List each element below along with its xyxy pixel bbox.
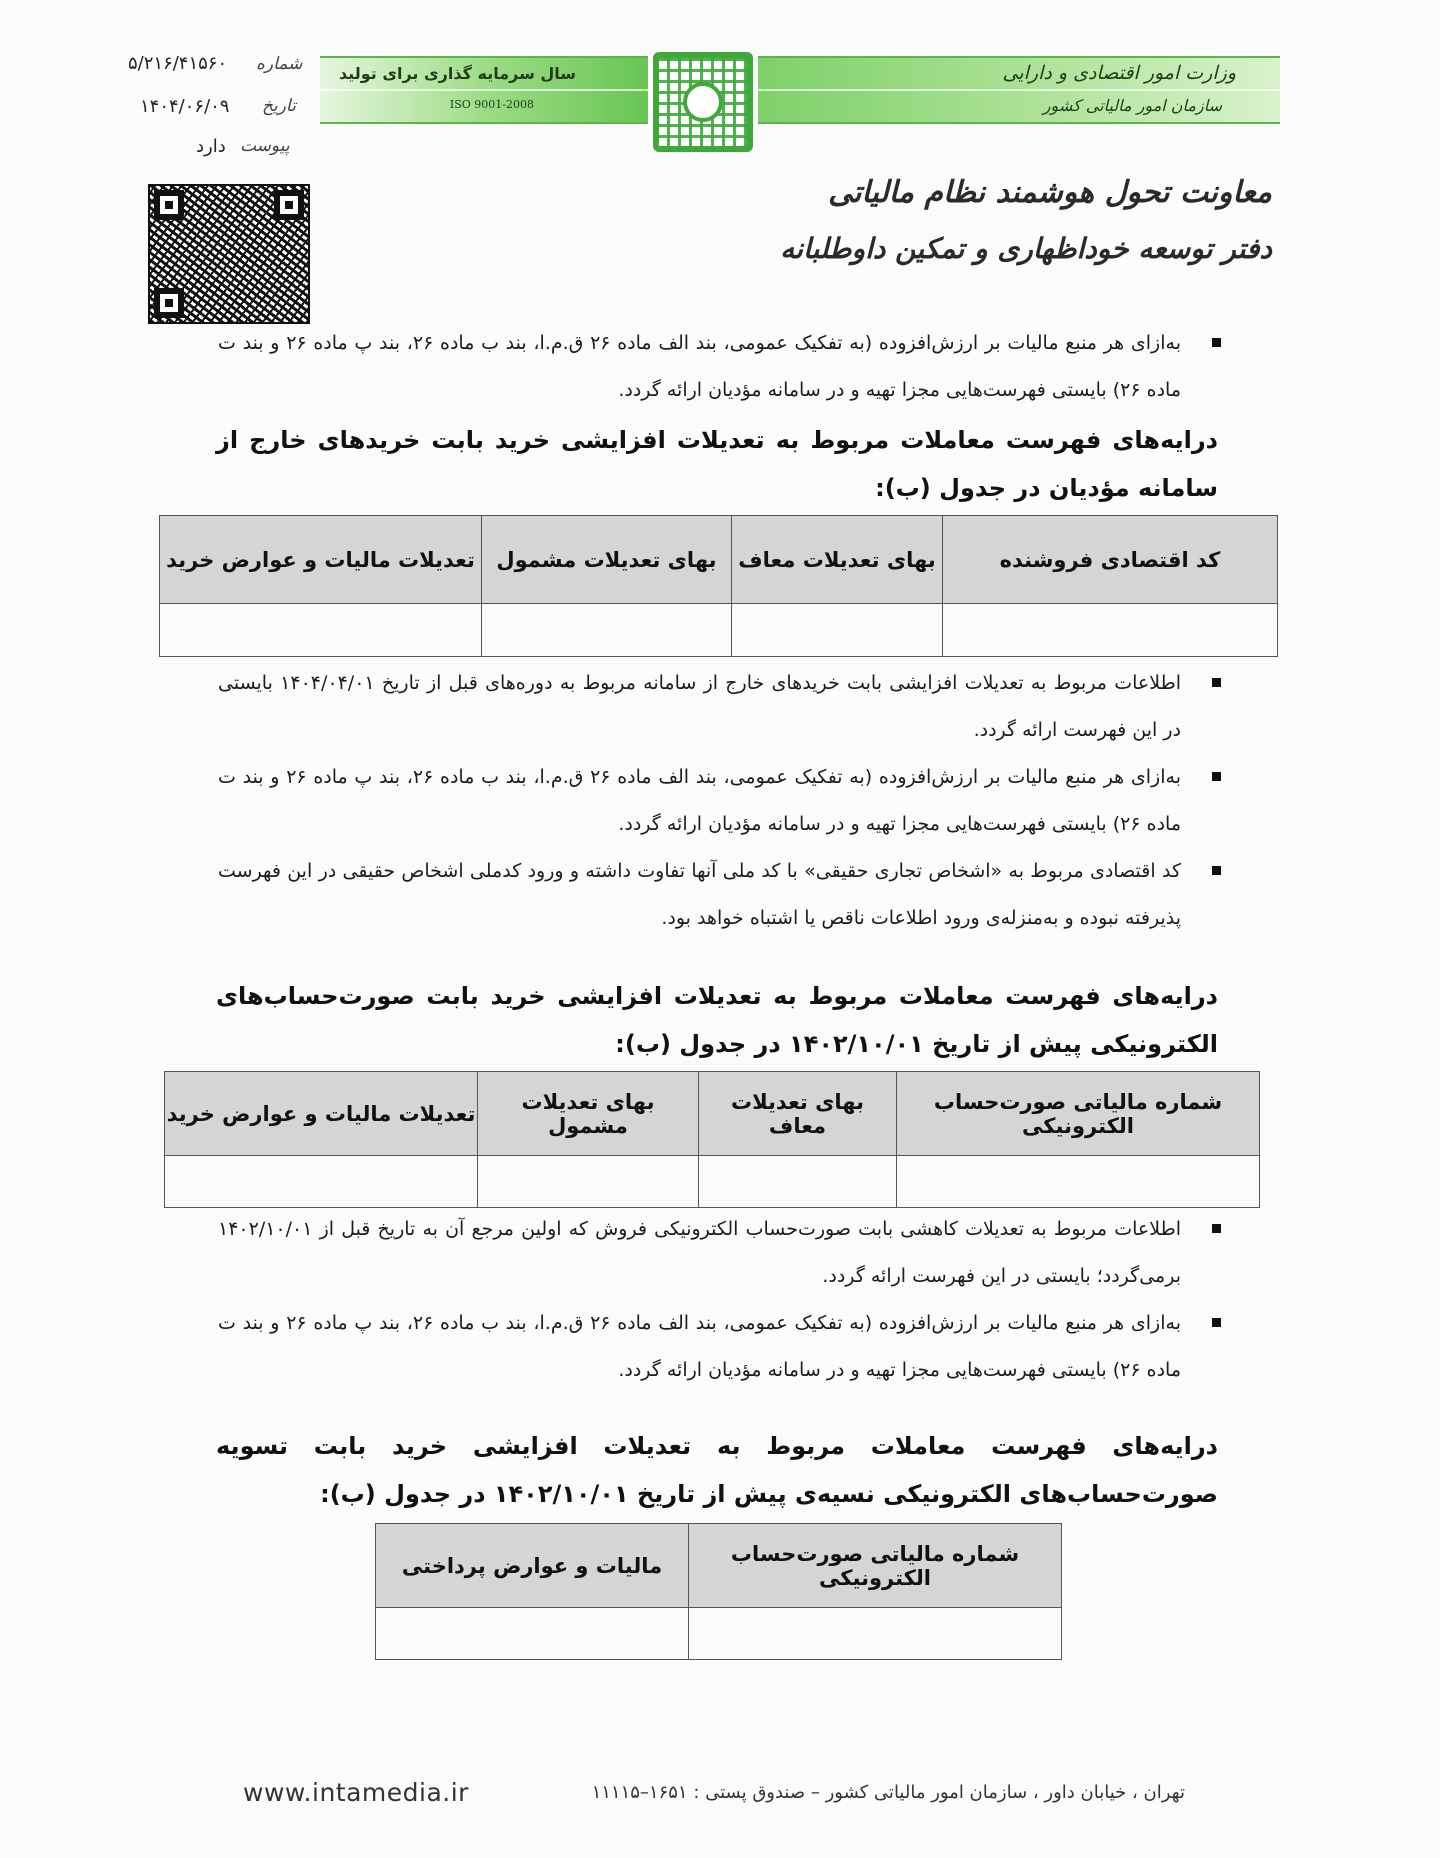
letter-number: ۵/۲۱۶/۴۱۵۶۰ [128,53,228,74]
iso-label: ISO 9001-2008 [449,98,534,111]
vat-source-note: به‌ازای هر منبع مالیات بر ارزش‌افزوده (به تفکیک عمومی، بند الف ماده ۲۶ ق.م.ا، بند ب ماده ۲۶، بند پ ماده ۲۶ و بند ت ماده ۲۶) بایستی فهرست‌هایی مجزا تهیه و در سامانه مؤدیان ارائه گردد. [218,754,1181,848]
date-label: تاریخ [262,96,296,116]
logo-center [683,82,723,122]
letter-date: ۱۴۰۴/۰۶/۰۹ [140,96,230,117]
table-cell[interactable] [943,604,1278,657]
year-slogan: سال سرمایه گذاری برای تولید [338,64,576,83]
table-cell[interactable] [478,1156,699,1208]
column-exempt-adjustments: بهای تعدیلات معاف [732,516,943,604]
table-cell[interactable] [165,1156,478,1208]
organization-name: سازمان امور مالیاتی کشور [1042,96,1222,115]
band-divider [320,89,648,91]
table-cell[interactable] [699,1156,897,1208]
postal-address: تهران ، خیابان داور ، سازمان امور مالیاتی کشور – صندوق پستی : ۱۶۵۱–۱۱۱۱۵ [591,1782,1185,1803]
column-tax-adjustments: تعدیلات مالیات و عوارض خرید [160,516,482,604]
column-invoice-tax-number: شماره مالیاتی صورت‌حساب الکترونیکی [689,1524,1062,1608]
column-taxable-adjustments: بهای تعدیلات مشمول [482,516,732,604]
column-seller-economic-code: کد اقتصادی فروشنده [943,516,1278,604]
column-invoice-tax-number: شماره مالیاتی صورت‌حساب الکترونیکی [897,1072,1260,1156]
office-title: دفتر توسعه خوداظهاری و تمکین داوطلبانه [780,232,1272,265]
out-of-system-note: اطلاعات مربوط به تعدیلات افزایشی بابت خریدهای خارج از سامانه مربوط به دوره‌های قبل از تاریخ ۱۴۰۴/۰۴/۰۱ بایستی در این فهرست ارائه گردد. [218,660,1181,754]
credit-invoice-settlement-table [375,1523,1062,1660]
website-link[interactable]: www.intamedia.ir [243,1778,469,1807]
qr-finder [154,190,184,220]
economic-code-note: کد اقتصادی مربوط به «اشخاص تجاری حقیقی» با کد ملی آنها تفاوت داشته و ورود کدملی اشخاص حقیقی در این فهرست پذیرفته نبوده و به‌منزله‌ی ورود اطلاعات ناقص یا اشتباه خواهد بود. [218,848,1181,942]
electronic-invoices-table [164,1071,1260,1208]
section-heading-credit-invoice-settlement: درایه‌های فهرست معاملات مربوط به تعدیلات افزایشی خرید بابت تسویه صورت‌حساب‌های الکترونیکی نسیه‌ی پیش از تاریخ ۱۴۰۲/۱۰/۰۱ در جدول (ب): [216,1432,1218,1508]
band-divider [758,89,1280,91]
ministry-name: وزارت امور اقتصادی و دارایی [1002,62,1236,84]
slogan-band [320,56,648,124]
tax-organization-logo-icon [653,52,753,152]
vat-source-note: به‌ازای هر منبع مالیات بر ارزش‌افزوده (به تفکیک عمومی، بند الف ماده ۲۶ ق.م.ا، بند ب ماده ۲۶، بند پ ماده ۲۶ و بند ت ماده ۲۶) بایستی فهرست‌هایی مجزا تهیه و در سامانه مؤدیان ارائه گردد. [218,1300,1181,1394]
qr-finder [154,288,184,318]
column-exempt-adjustments: بهای تعدیلات معاف [699,1072,897,1156]
column-paid-tax: مالیات و عوارض پرداختی [376,1524,689,1608]
table-cell[interactable] [732,604,943,657]
section-heading-out-of-system-purchases: درایه‌های فهرست معاملات مربوط به تعدیلات افزایشی خرید بابت خریدهای خارج از سامانه مؤدیان در جدول (ب): [216,426,1218,502]
table-cell[interactable] [160,604,482,657]
table-cell[interactable] [482,604,732,657]
column-tax-adjustments: تعدیلات مالیات و عوارض خرید [165,1072,478,1156]
table-row [160,604,1278,657]
table-cell[interactable] [897,1156,1260,1208]
ministry-band [758,56,1280,124]
qr-code-icon [150,186,308,322]
out-of-system-purchases-table [159,515,1278,657]
deputy-title: معاونت تحول هوشمند نظام مالیاتی [828,175,1272,210]
attachment-value: دارد [196,136,226,157]
attachment-label: پیوست [240,136,290,156]
column-taxable-adjustments: بهای تعدیلات مشمول [478,1072,699,1156]
table-cell[interactable] [376,1608,689,1660]
vat-source-note: به‌ازای هر منبع مالیات بر ارزش‌افزوده (به تفکیک عمومی، بند الف ماده ۲۶ ق.م.ا، بند ب ماده ۲۶، بند پ ماده ۲۶ و بند ت ماده ۲۶) بایستی فهرست‌هایی مجزا تهیه و در سامانه مؤدیان ارائه گردد. [218,320,1181,414]
qr-finder [274,190,304,220]
table-row [376,1608,1062,1660]
table-cell[interactable] [689,1608,1062,1660]
number-label: شماره [256,54,303,74]
section-heading-electronic-invoices: درایه‌های فهرست معاملات مربوط به تعدیلات افزایشی خرید بابت صورت‌حساب‌های الکترونیکی پیش از تاریخ ۱۴۰۲/۱۰/۰۱ در جدول (ب): [216,982,1218,1058]
decreasing-adjustments-note: اطلاعات مربوط به تعدیلات کاهشی بابت صورت‌حساب الکترونیکی فروش که اولین مرجع آن به تاریخ قبل از ۱۴۰۲/۱۰/۰۱ برمی‌گردد؛ بایستی در این فهرست ارائه گردد. [218,1206,1181,1300]
table-row [165,1156,1260,1208]
